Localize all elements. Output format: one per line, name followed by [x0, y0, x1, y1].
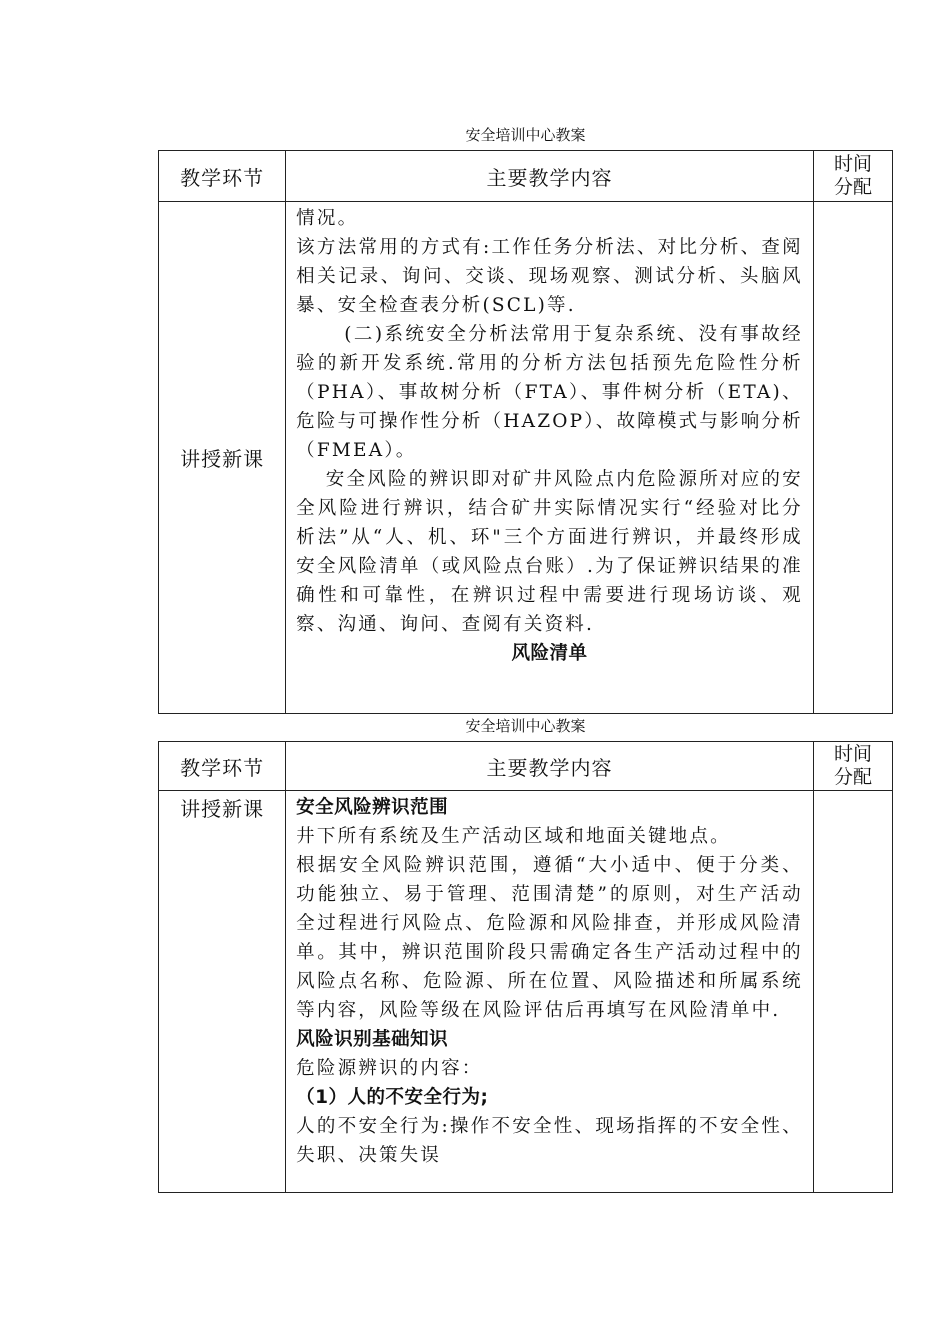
content-cell: [286, 791, 814, 1193]
paragraph: 情况。: [296, 208, 359, 229]
time-cell: [813, 791, 892, 1193]
header-stage: 教学环节: [159, 151, 286, 202]
table-header-row: [159, 151, 893, 202]
header-time-line2: 分配: [833, 176, 872, 198]
header-time: [813, 151, 892, 202]
section-heading: 风险识别基础知识: [296, 1029, 449, 1050]
subsection-heading: （1）人的不安全行为;: [296, 1087, 489, 1108]
page-caption: 安全培训中心教案: [465, 126, 586, 144]
lesson-table: [158, 741, 893, 1193]
stage-cell: 讲授新课: [159, 791, 286, 1193]
paragraph: 该方法常用的方式有:工作任务分析法、对比分析、查阅相关记录、询问、交谈、现场观察、测试分析、头脑风暴、安全检查表分析(SCL)等.: [296, 237, 803, 316]
header-stage: 教学环节: [159, 742, 286, 791]
section-heading: 安全风险辨识范围: [296, 797, 449, 818]
paragraph: 井下所有系统及生产活动区域和地面关键地点。: [296, 826, 731, 847]
header-time-line1: 时间: [833, 743, 872, 765]
header-content: 主要教学内容: [286, 151, 814, 202]
paragraph: 人的不安全行为:操作不安全性、现场指挥的不安全性、失职、决策失误: [296, 1116, 803, 1166]
stage-cell: 讲授新课: [159, 202, 286, 714]
page-caption: 安全培训中心教案: [465, 717, 586, 735]
time-cell: [813, 202, 892, 714]
paragraph: 危险源辨识的内容：: [296, 1058, 483, 1079]
paragraph: 安全风险的辨识即对矿井风险点内危险源所对应的安全风险进行辨识，结合矿井实际情况实行“经验对比分析法”从“人、机、环"三个方面进行辨识，并最终形成安全风险清单（或风险点台账）.为了保证辨识结果的准确性和可靠性，在辨识过程中需要进行现场访谈、观察、沟通、询问、查阅有关资料.: [296, 469, 803, 635]
header-content: 主要教学内容: [286, 742, 814, 791]
table-row: [159, 791, 893, 1193]
table-header-row: [159, 742, 893, 791]
lesson-table: [158, 150, 893, 714]
paragraph: 根据安全风险辨识范围，遵循“大小适中、便于分类、功能独立、易于管理、范围清楚”的原则，对生产活动全过程进行风险点、危险源和风险排查，并形成风险清单。其中，辨识范围阶段只需确定各生产活动过程中的风险点名称、危险源、所在位置、风险描述和所属系统等内容，风险等级在风险评估后再填写在风险清单中.: [296, 855, 803, 1021]
header-time-line1: 时间: [833, 153, 872, 175]
table-row: [159, 202, 893, 714]
header-time-line2: 分配: [833, 766, 872, 788]
header-time: [813, 742, 892, 791]
content-cell: [286, 202, 814, 714]
paragraph: (二)系统安全分析法常用于复杂系统、没有事故经验的新开发系统.常用的分析方法包括预先危险性分析（PHA）、事故树分析（FTA）、事件树分析（ETA)、危险与可操作性分析（HAZOP）、故障模式与影响分析（FMEA）。: [296, 324, 803, 461]
section-title: 风险清单: [511, 643, 588, 664]
